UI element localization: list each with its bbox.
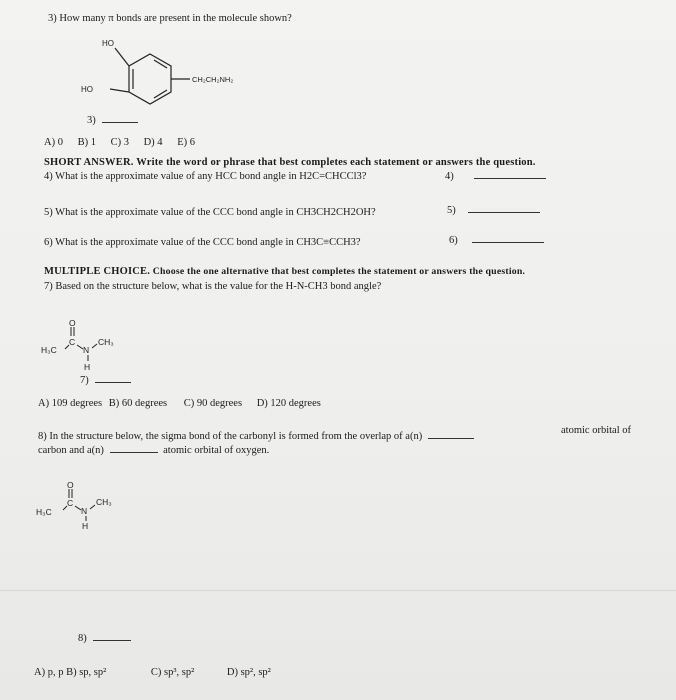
q8-line1-tail: atomic orbital of [561,425,631,436]
q3-answer-line [87,115,138,126]
q8-text-line2-end: atomic orbital of oxygen. [163,445,270,456]
q8-hydrogen-label: H [82,521,89,531]
q8-text-line2-start: carbon and a(n) [38,445,104,456]
q7-choice-c[interactable]: C) 90 degrees [183,398,243,409]
q8-nitrogen-label: N [81,506,88,516]
q3-choice-d[interactable]: D) 4 [143,137,163,148]
q6-blank[interactable] [472,242,544,243]
q5-answer [447,205,540,216]
q8-amide-structure [30,478,150,548]
q8-answer-blank[interactable] [93,640,131,641]
ho-top-label: HO [102,39,114,48]
q3-question: 3) How many π bonds are present in the molecule shown? [48,13,292,24]
q8-choice-b-text: B) sp, sp² [66,667,107,678]
q8-choices [34,667,271,678]
q8-line1 [38,431,474,442]
q7-text: 7) Based on the structure below, what is the value for the H-N-CH3 bond angle? [44,281,382,292]
q4-blank[interactable] [474,178,546,179]
q5-text: 5) What is the approximate value of the CCC bond angle in CH3CH2CH2OH? [44,207,376,218]
q7-methyl-right-label: CH₃ [98,337,114,347]
q3-choice-c[interactable]: C) 3 [110,137,129,148]
q8-methyl-left-label: H₃C [36,507,52,517]
q3-benzene-structure [40,32,240,122]
q7-nitrogen-label: N [83,345,90,355]
multiple-choice-heading: MULTIPLE CHOICE. [44,266,151,277]
q8-blank-2[interactable] [110,452,158,453]
q7-hydrogen-label: H [84,362,91,372]
multiple-choice-header [44,266,525,277]
q5-blank[interactable] [468,212,540,213]
short-answer-instruction: Write the word or phrase that best completes each statement or answers the question. [136,157,536,168]
q8-choice-a-text: A) p, p [34,667,64,678]
short-answer-heading: SHORT ANSWER. [44,157,134,168]
q8-line2 [38,445,269,456]
q7-methyl-left-label: H₃C [41,345,57,355]
q8-oxygen-label: O [67,480,74,490]
q8-text-line1: 8) In the structure below, the sigma bond of the carbonyl is formed from the overlap of a(n) [38,431,423,442]
short-answer-header [44,157,536,168]
q8-answer-line [78,633,131,644]
q7-choice-d[interactable]: D) 120 degrees [256,398,321,409]
q3-answer-label: 3) [87,115,96,126]
q8-carbon-label: C [67,498,74,508]
q6-answer [449,235,544,246]
q7-answer-line [80,375,131,386]
q7-choice-b[interactable]: B) 60 degrees [108,398,168,409]
q7-carbon-label: C [69,337,76,347]
q8-choice-d[interactable]: D) sp², sp² [226,667,271,678]
q3-choice-e[interactable]: E) 6 [177,137,195,148]
q3-choices [44,137,207,148]
q7-oxygen-label: O [69,318,76,328]
q6-label: 6) [449,235,458,246]
q8-choice-c[interactable]: C) sp³, sp² [150,667,195,678]
q7-answer-label: 7) [80,375,89,386]
q8-choice-a[interactable] [34,667,109,678]
q3-choice-a[interactable]: A) 0 [44,137,63,148]
q8-blank-1[interactable] [428,438,474,439]
q3-choice-b[interactable]: B) 1 [77,137,96,148]
q7-choices [38,398,321,409]
q8-answer-label: 8) [78,633,87,644]
q6-text: 6) What is the approximate value of the CCC bond angle in CH3C≡CCH3? [44,237,361,248]
multiple-choice-instruction: Choose the one alternative that best completes the statement or answers the question. [152,266,526,277]
q7-answer-blank[interactable] [95,382,131,383]
ho-left-label: HO [81,85,93,94]
q4-label: 4) [445,171,454,182]
page-divider [0,590,676,591]
q4-answer [445,171,546,182]
side-chain-label: CH₂CH₂NH₂ [192,75,234,84]
q3-answer-blank[interactable] [102,122,138,123]
q4-text: 4) What is the approximate value of any HCC bond angle in H2C=CHCCl3? [44,171,367,182]
q7-choice-a[interactable]: A) 109 degrees [38,398,103,409]
q5-label: 5) [447,205,456,216]
q8-methyl-right-label: CH₃ [96,497,112,507]
